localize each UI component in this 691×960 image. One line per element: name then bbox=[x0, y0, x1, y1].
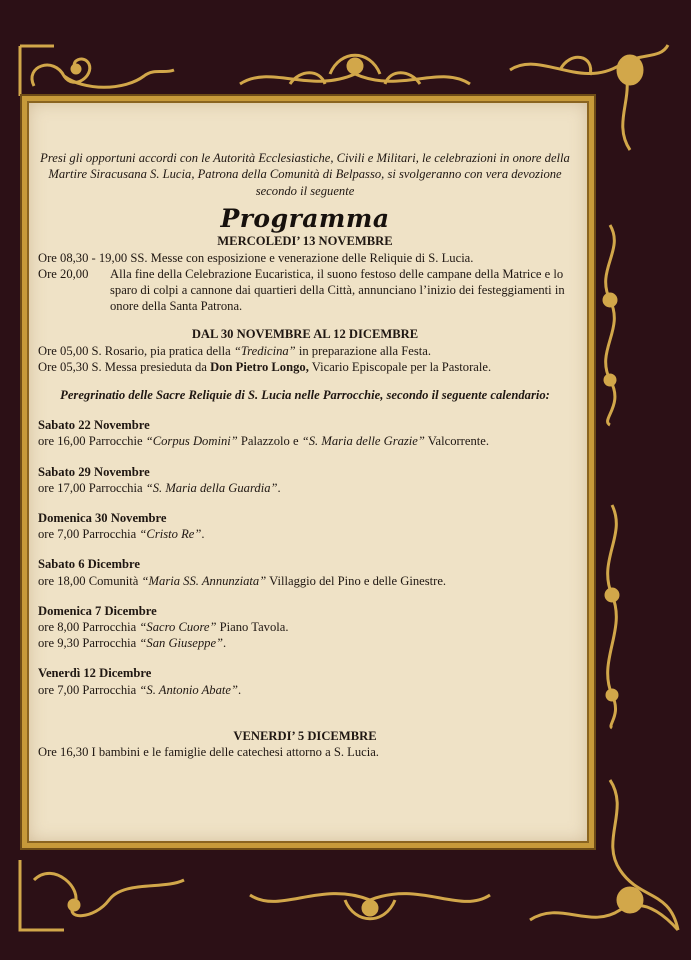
schedule-line: Ore 16,30 I bambini e le famiglie delle catechesi attorno a S. Lucia. bbox=[38, 745, 379, 760]
programma-title: Programma bbox=[220, 204, 390, 234]
day-title: Sabato 29 Novembre bbox=[38, 464, 150, 479]
bottom-center-ornament bbox=[240, 870, 500, 930]
right-lower-ornament bbox=[592, 500, 632, 730]
day-title: Sabato 6 Dicembre bbox=[38, 557, 140, 572]
day-detail: ore 17,00 Parrocchia “S. Maria della Guardia”. bbox=[38, 480, 281, 495]
schedule-line: Ore 05,00 S. Rosario, pia pratica della “Tredicina” in preparazione alla Festa. bbox=[38, 343, 432, 358]
day-title: Sabato 22 Novembre bbox=[38, 418, 150, 433]
top-center-ornament bbox=[230, 44, 480, 104]
program-content bbox=[38, 150, 572, 760]
day-title: Domenica 30 Novembre bbox=[38, 511, 167, 526]
bottom-left-ornament bbox=[14, 850, 194, 940]
day-detail: ore 18,00 Comunità “Maria SS. Annunziata” Villaggio del Pino e delle Ginestre. bbox=[38, 573, 447, 588]
day-detail: ore 7,00 Parrocchia “Cristo Re”. bbox=[38, 527, 205, 542]
section-heading-13-novembre: MERCOLEDI’ 13 NOVEMBRE bbox=[217, 234, 393, 249]
schedule-time: Ore 20,00 bbox=[38, 266, 89, 281]
intro-text: Presi gli opportuni accordi con le Autorità Ecclesiastiche, Civili e Militari, le celebrazioni in onore della Martire Siracusana S. Lucia, Patrona della Comunità di Belpasso, si svolgeranno con vera devozione secondo il seguente bbox=[40, 151, 570, 198]
peregrinatio-heading: Peregrinatio delle Sacre Reliquie di S. Lucia nelle Parrocchie, secondo il seguente calendario: bbox=[60, 388, 550, 403]
right-upper-ornament bbox=[590, 220, 630, 430]
day-detail: ore 9,30 Parrocchia “San Giuseppe”. bbox=[38, 636, 227, 651]
day-detail: ore 8,00 Parrocchia “Sacro Cuore” Piano Tavola. bbox=[38, 620, 289, 635]
day-detail: ore 16,00 Parrocchie “Corpus Domini” Palazzolo e “S. Maria delle Grazie” Valcorrente. bbox=[38, 434, 489, 449]
section-heading-novembre-dicembre: DAL 30 NOVEMBRE AL 12 DICEMBRE bbox=[191, 327, 419, 342]
day-detail: ore 7,00 Parrocchia “S. Antonio Abate”. bbox=[38, 682, 242, 697]
day-title: Domenica 7 Dicembre bbox=[38, 603, 157, 618]
schedule-line: Ore 08,30 - 19,00 SS. Messe con esposizione e venerazione delle Reliquie di S. Lucia. bbox=[38, 250, 474, 265]
schedule-description: Alla fine della Celebrazione Eucaristica, il suono festoso delle campane della Matrice e lo sparo di colpi a cannone dai quartieri della Città, annunciano l’inizio dei festeggiamenti in onore della Santa Patrona. bbox=[110, 266, 565, 314]
schedule-line: Ore 05,30 S. Messa presieduta da Don Pietro Longo, Vicario Episcopale per la Pastorale. bbox=[38, 359, 492, 374]
section-heading-5-dicembre: VENERDI’ 5 DICEMBRE bbox=[233, 728, 377, 743]
schedule-row bbox=[38, 266, 572, 315]
day-title: Venerdì 12 Dicembre bbox=[38, 666, 152, 681]
